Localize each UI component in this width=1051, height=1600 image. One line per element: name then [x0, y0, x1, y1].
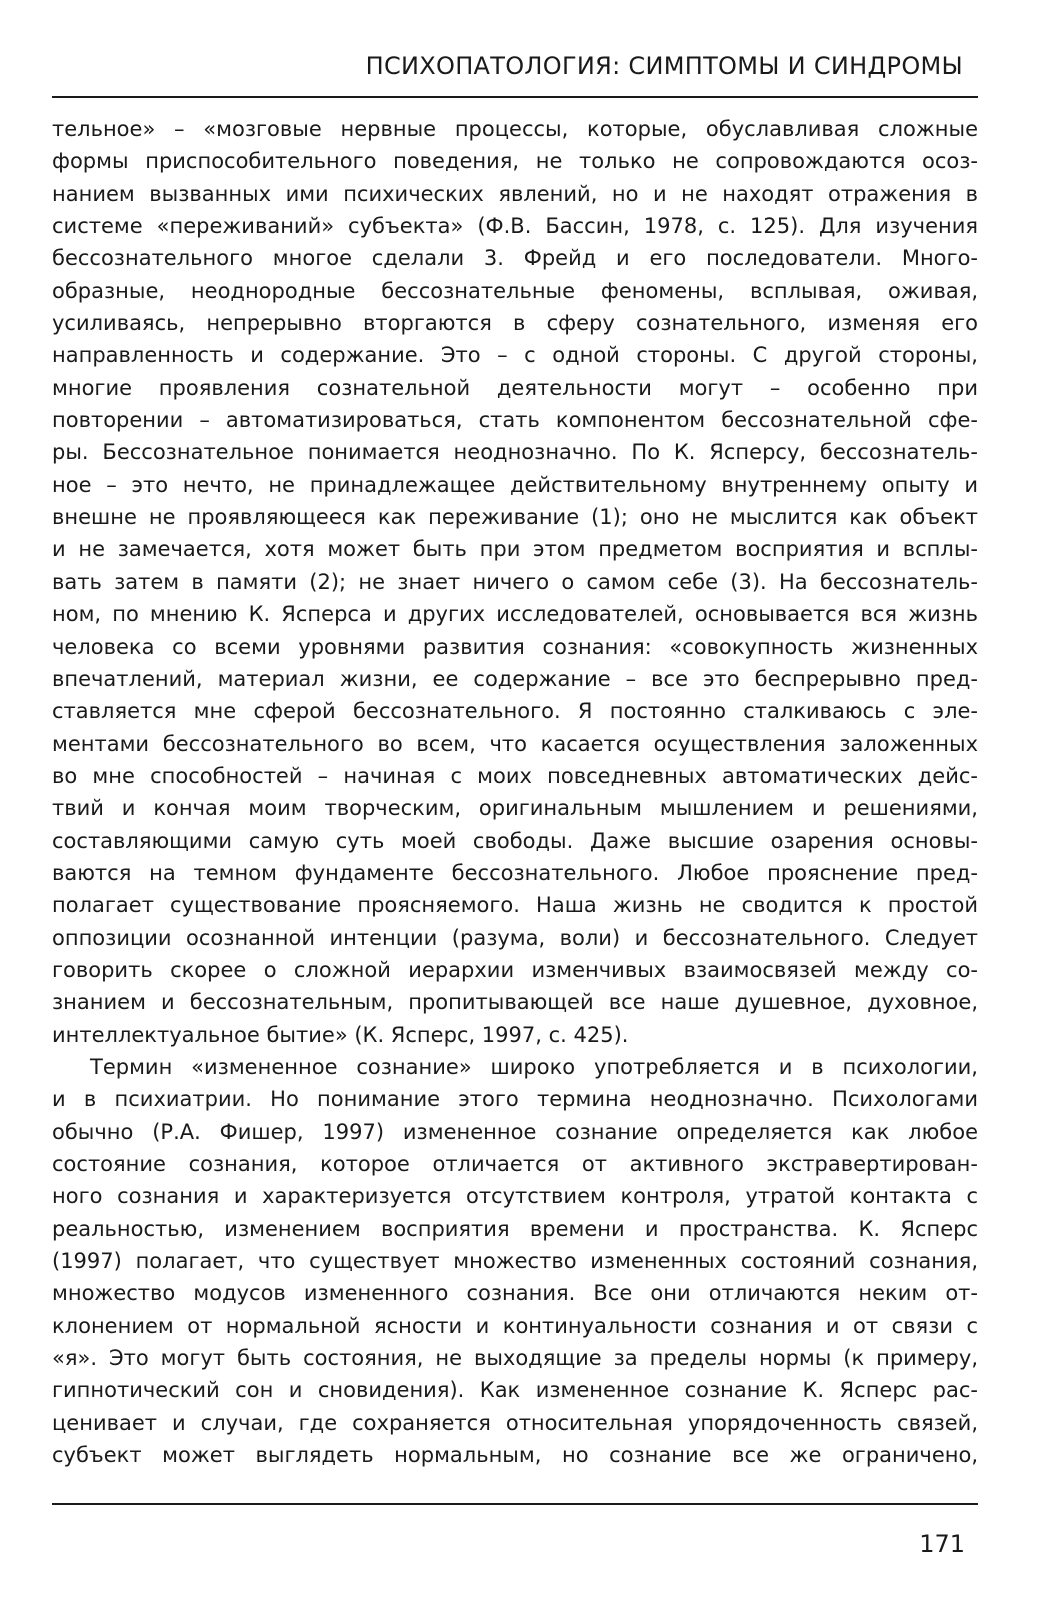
text-line: и в психиатрии. Но понимание этого термина неоднозначно. Психологами	[52, 1087, 978, 1112]
text-line: оппозиции осознанной интенции (разума, воли) и бессознательного. Следует	[52, 925, 978, 950]
text-line: человека со всеми уровнями развития сознания: «совокупность жизненных	[52, 634, 978, 659]
text-line: ваются на темном фундаменте бессознательного. Любое прояснение пред-	[52, 860, 978, 885]
text-line: говорить скорее о сложной иерархии изменчивых взаимосвязей между со-	[52, 957, 978, 982]
text-line: ры. Бессознательное понимается неоднозначно. По К. Ясперсу, бессознатель-	[52, 440, 978, 465]
text-line: системе «переживаний» субъекта» (Ф.В. Бассин, 1978, с. 125). Для изучения	[52, 214, 978, 239]
text-line: ментами бессознательного во всем, что касается осуществления заложенных	[52, 731, 978, 756]
text-line: обычно (Р.А. Фишер, 1997) измененное сознание определяется как любое	[52, 1119, 978, 1144]
text-line: реальностью, изменением восприятия времени и пространства. К. Ясперс	[52, 1216, 978, 1241]
text-line: полагает существование проясняемого. Наша жизнь не сводится к простой	[52, 893, 978, 918]
page-number: 171	[919, 1530, 965, 1558]
text-line: вать затем в памяти (2); не знает ничего о самом себе (3). На бессознатель-	[52, 569, 978, 594]
text-line: усиливаясь, непрерывно вторгаются в сферу сознательного, изменяя его	[52, 311, 978, 336]
text-line: множество модусов измененного сознания. Все они отличаются неким от-	[52, 1281, 978, 1306]
text-line: интеллектуальное бытие» (К. Ясперс, 1997, с. 425).	[52, 1022, 629, 1047]
text-line: ное – это нечто, не принадлежащее действительному внутреннему опыту и	[52, 472, 978, 497]
text-line: впечатлений, материал жизни, ее содержание – все это беспрерывно пред-	[52, 666, 978, 691]
text-line: ценивает и случаи, где сохраняется относительная упорядоченность связей,	[52, 1410, 978, 1435]
text-line: ного сознания и характеризуется отсутствием контроля, утратой контакта с	[52, 1184, 978, 1209]
paragraph-2	[52, 1051, 978, 1471]
text-line: и не замечается, хотя может быть при этом предметом восприятия и всплы-	[52, 537, 978, 562]
text-line: клонением от нормальной ясности и континуальности сознания и от связи с	[52, 1313, 978, 1338]
body-text	[52, 113, 978, 1493]
text-line: повторении – автоматизироваться, стать компонентом бессознательной сфе-	[52, 408, 978, 433]
text-line: во мне способностей – начиная с моих повседневных автоматических дейс-	[52, 763, 978, 788]
running-head: ПСИХОПАТОЛОГИЯ: СИМПТОМЫ И СИНДРОМЫ	[365, 52, 963, 80]
text-line: нанием вызванных ими психических явлений, но и не находят отражения в	[52, 181, 978, 206]
paragraph-1	[52, 113, 978, 1051]
text-line: внешне не проявляющееся как переживание (1); оно не мыслится как объект	[52, 505, 978, 530]
text-line: тельное» – «мозговые нервные процессы, которые, обуславливая сложные	[52, 117, 978, 141]
text-line: знанием и бессознательным, пропитывающей все наше душевное, духовное,	[52, 990, 978, 1015]
text-line: образные, неоднородные бессознательные феномены, всплывая, оживая,	[52, 278, 978, 303]
text-line: (1997) полагает, что существует множество измененных состояний сознания,	[52, 1249, 978, 1274]
text-line: направленность и содержание. Это – с одной стороны. С другой стороны,	[52, 343, 978, 368]
footer-rule	[52, 1503, 978, 1505]
text-line: гипнотический сон и сновидения). Как измененное сознание К. Ясперс рас-	[52, 1378, 978, 1403]
text-line: формы приспособительного поведения, не только не сопровождаются осоз-	[52, 149, 978, 174]
text-line: субъект может выглядеть нормальным, но сознание все же ограничено,	[52, 1443, 978, 1468]
text-line: многие проявления сознательной деятельности могут – особенно при	[52, 375, 978, 400]
text-line: «я». Это могут быть состояния, не выходящие за пределы нормы (к примеру,	[52, 1346, 978, 1371]
text-line: ном, по мнению К. Ясперса и других исследователей, основывается вся жизнь	[52, 602, 978, 627]
text-line: бессознательного многое сделали 3. Фрейд и его последователи. Много-	[52, 246, 978, 271]
text-line: состояние сознания, которое отличается от активного экстравертирован-	[52, 1152, 978, 1176]
text-line: Термин «измененное сознание» широко употребляется и в психологии,	[90, 1054, 978, 1079]
header-rule	[52, 96, 978, 98]
text-line: ставляется мне сферой бессознательного. Я постоянно сталкиваюсь с эле-	[52, 699, 978, 724]
text-line: твий и кончая моим творческим, оригинальным мышлением и решениями,	[52, 796, 978, 821]
text-line: составляющими самую суть моей свободы. Даже высшие озарения основы-	[52, 828, 978, 853]
